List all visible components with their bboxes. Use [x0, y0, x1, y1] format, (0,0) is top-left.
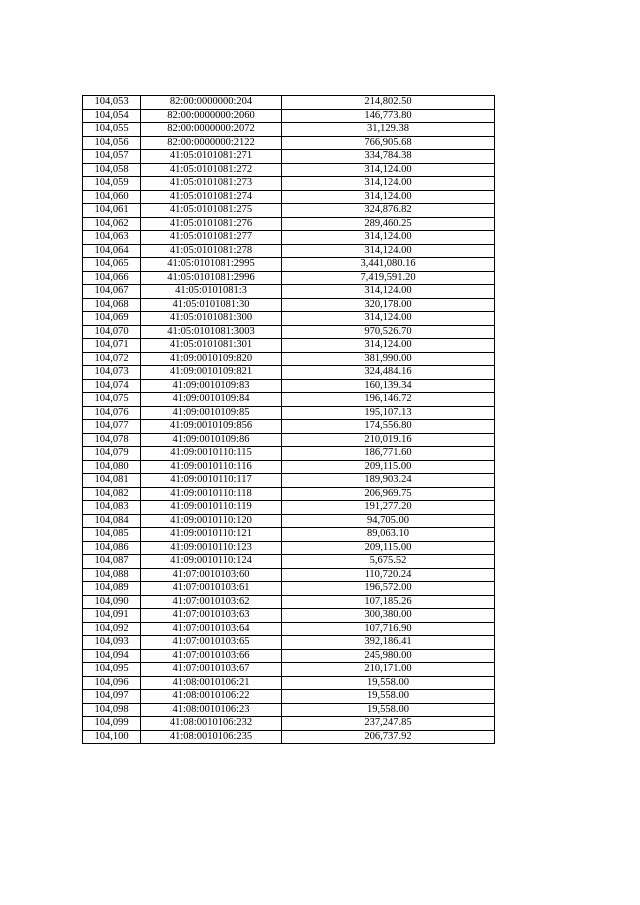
value-cell: 314,124.00 — [282, 190, 495, 204]
cadastral-number-cell: 41:05:0101081:272 — [141, 163, 282, 177]
cadastral-number-cell: 41:07:0010103:66 — [141, 649, 282, 663]
table-row — [83, 636, 495, 650]
value-cell: 314,124.00 — [282, 231, 495, 245]
cadastral-number-cell: 41:05:0101081:3003 — [141, 325, 282, 339]
row-number-cell: 104,064 — [83, 244, 141, 258]
table-row — [83, 406, 495, 420]
value-cell: 314,124.00 — [282, 244, 495, 258]
row-number-cell: 104,097 — [83, 690, 141, 704]
row-number-cell: 104,077 — [83, 420, 141, 434]
value-cell: 320,178.00 — [282, 298, 495, 312]
row-number-cell: 104,053 — [83, 96, 141, 110]
cadastral-number-cell: 41:09:0010109:83 — [141, 379, 282, 393]
row-number-cell: 104,095 — [83, 663, 141, 677]
table-row — [83, 595, 495, 609]
value-cell: 970,526.70 — [282, 325, 495, 339]
row-number-cell: 104,093 — [83, 636, 141, 650]
table-row — [83, 393, 495, 407]
table-row — [83, 555, 495, 569]
table-row — [83, 204, 495, 218]
cadastral-number-cell: 41:07:0010103:60 — [141, 568, 282, 582]
table-row — [83, 231, 495, 245]
cadastral-number-cell: 41:07:0010103:65 — [141, 636, 282, 650]
cadastral-number-cell: 41:09:0010109:820 — [141, 352, 282, 366]
value-cell: 107,716.90 — [282, 622, 495, 636]
cadastral-number-cell: 41:09:0010110:117 — [141, 474, 282, 488]
table-row — [83, 285, 495, 299]
row-number-cell: 104,070 — [83, 325, 141, 339]
table-row — [83, 150, 495, 164]
cadastral-number-cell: 41:05:0101081:276 — [141, 217, 282, 231]
row-number-cell: 104,065 — [83, 258, 141, 272]
cadastral-number-cell: 41:09:0010109:84 — [141, 393, 282, 407]
row-number-cell: 104,086 — [83, 541, 141, 555]
row-number-cell: 104,074 — [83, 379, 141, 393]
table-row — [83, 190, 495, 204]
table-row — [83, 582, 495, 596]
value-cell: 314,124.00 — [282, 285, 495, 299]
value-cell: 314,124.00 — [282, 163, 495, 177]
cadastral-number-cell: 41:08:0010106:21 — [141, 676, 282, 690]
table-row — [83, 325, 495, 339]
cadastral-number-cell: 41:08:0010106:23 — [141, 703, 282, 717]
value-cell: 324,876.82 — [282, 204, 495, 218]
table-row — [83, 217, 495, 231]
row-number-cell: 104,098 — [83, 703, 141, 717]
row-number-cell: 104,079 — [83, 447, 141, 461]
cadastral-number-cell: 41:05:0101081:3 — [141, 285, 282, 299]
value-cell: 7,419,591.20 — [282, 271, 495, 285]
cadastral-number-cell: 41:09:0010110:123 — [141, 541, 282, 555]
table-row — [83, 312, 495, 326]
table-row — [83, 177, 495, 191]
table-row — [83, 379, 495, 393]
table-body — [83, 96, 495, 744]
table-row — [83, 366, 495, 380]
cadastral-number-cell: 41:05:0101081:30 — [141, 298, 282, 312]
value-cell: 174,556.80 — [282, 420, 495, 434]
table-row — [83, 460, 495, 474]
cadastral-number-cell: 41:07:0010103:64 — [141, 622, 282, 636]
cadastral-number-cell: 82:00:0000000:2060 — [141, 109, 282, 123]
cadastral-number-cell: 41:08:0010106:232 — [141, 717, 282, 731]
value-cell: 214,802.50 — [282, 96, 495, 110]
value-cell: 195,107.13 — [282, 406, 495, 420]
cadastral-number-cell: 82:00:0000000:2072 — [141, 123, 282, 137]
value-cell: 314,124.00 — [282, 177, 495, 191]
table-row — [83, 649, 495, 663]
value-cell: 5,675.52 — [282, 555, 495, 569]
cadastral-number-cell: 41:09:0010109:856 — [141, 420, 282, 434]
value-cell: 209,115.00 — [282, 541, 495, 555]
table-row — [83, 298, 495, 312]
row-number-cell: 104,056 — [83, 136, 141, 150]
value-cell: 314,124.00 — [282, 312, 495, 326]
value-cell: 206,969.75 — [282, 487, 495, 501]
row-number-cell: 104,081 — [83, 474, 141, 488]
row-number-cell: 104,087 — [83, 555, 141, 569]
cadastral-number-cell: 41:07:0010103:62 — [141, 595, 282, 609]
cadastral-number-cell: 41:05:0101081:2995 — [141, 258, 282, 272]
cadastral-number-cell: 41:07:0010103:61 — [141, 582, 282, 596]
value-cell: 186,771.60 — [282, 447, 495, 461]
cadastral-number-cell: 41:05:0101081:278 — [141, 244, 282, 258]
cadastral-number-cell: 41:09:0010109:85 — [141, 406, 282, 420]
row-number-cell: 104,069 — [83, 312, 141, 326]
value-cell: 3,441,080.16 — [282, 258, 495, 272]
row-number-cell: 104,057 — [83, 150, 141, 164]
value-cell: 160,139.34 — [282, 379, 495, 393]
cadastral-number-cell: 41:08:0010106:22 — [141, 690, 282, 704]
cadastral-number-cell: 41:05:0101081:271 — [141, 150, 282, 164]
cadastral-number-cell: 82:00:0000000:2122 — [141, 136, 282, 150]
cadastral-number-cell: 82:00:0000000:204 — [141, 96, 282, 110]
table-row — [83, 123, 495, 137]
row-number-cell: 104,084 — [83, 514, 141, 528]
table-row — [83, 717, 495, 731]
cadastral-number-cell: 41:09:0010110:121 — [141, 528, 282, 542]
cadastral-number-cell: 41:07:0010103:63 — [141, 609, 282, 623]
table-row — [83, 663, 495, 677]
value-cell: 19,558.00 — [282, 703, 495, 717]
cadastral-number-cell: 41:08:0010106:235 — [141, 730, 282, 744]
row-number-cell: 104,060 — [83, 190, 141, 204]
value-cell: 381,990.00 — [282, 352, 495, 366]
value-cell: 19,558.00 — [282, 690, 495, 704]
value-cell: 334,784.38 — [282, 150, 495, 164]
row-number-cell: 104,068 — [83, 298, 141, 312]
row-number-cell: 104,072 — [83, 352, 141, 366]
value-cell: 110,720.24 — [282, 568, 495, 582]
row-number-cell: 104,094 — [83, 649, 141, 663]
value-cell: 31,129.38 — [282, 123, 495, 137]
cadastral-number-cell: 41:09:0010109:86 — [141, 433, 282, 447]
table-row — [83, 447, 495, 461]
value-cell: 146,773.80 — [282, 109, 495, 123]
table-row — [83, 501, 495, 515]
value-cell: 766,905.68 — [282, 136, 495, 150]
value-cell: 289,460.25 — [282, 217, 495, 231]
table-row — [83, 258, 495, 272]
cadastral-number-cell: 41:09:0010110:120 — [141, 514, 282, 528]
row-number-cell: 104,083 — [83, 501, 141, 515]
value-cell: 196,572.00 — [282, 582, 495, 596]
cadastral-number-cell: 41:09:0010110:116 — [141, 460, 282, 474]
value-cell: 392,186.41 — [282, 636, 495, 650]
row-number-cell: 104,062 — [83, 217, 141, 231]
value-cell: 89,063.10 — [282, 528, 495, 542]
row-number-cell: 104,100 — [83, 730, 141, 744]
table-row — [83, 244, 495, 258]
row-number-cell: 104,067 — [83, 285, 141, 299]
table-row — [83, 690, 495, 704]
cadastral-number-cell: 41:05:0101081:274 — [141, 190, 282, 204]
table-row — [83, 271, 495, 285]
row-number-cell: 104,092 — [83, 622, 141, 636]
cadastral-number-cell: 41:05:0101081:300 — [141, 312, 282, 326]
value-cell: 19,558.00 — [282, 676, 495, 690]
row-number-cell: 104,078 — [83, 433, 141, 447]
table-row — [83, 339, 495, 353]
cadastral-number-cell: 41:05:0101081:2996 — [141, 271, 282, 285]
row-number-cell: 104,082 — [83, 487, 141, 501]
row-number-cell: 104,058 — [83, 163, 141, 177]
table-row — [83, 676, 495, 690]
row-number-cell: 104,055 — [83, 123, 141, 137]
cadastral-number-cell: 41:09:0010110:119 — [141, 501, 282, 515]
table-row — [83, 730, 495, 744]
value-cell: 206,737.92 — [282, 730, 495, 744]
row-number-cell: 104,061 — [83, 204, 141, 218]
row-number-cell: 104,076 — [83, 406, 141, 420]
row-number-cell: 104,085 — [83, 528, 141, 542]
value-cell: 314,124.00 — [282, 339, 495, 353]
row-number-cell: 104,075 — [83, 393, 141, 407]
value-cell: 245,980.00 — [282, 649, 495, 663]
row-number-cell: 104,066 — [83, 271, 141, 285]
cadastral-number-cell: 41:05:0101081:275 — [141, 204, 282, 218]
value-cell: 191,277.20 — [282, 501, 495, 515]
table-row — [83, 109, 495, 123]
row-number-cell: 104,071 — [83, 339, 141, 353]
row-number-cell: 104,073 — [83, 366, 141, 380]
table-row — [83, 622, 495, 636]
table-row — [83, 433, 495, 447]
table-row — [83, 136, 495, 150]
value-cell: 189,903.24 — [282, 474, 495, 488]
row-number-cell: 104,091 — [83, 609, 141, 623]
value-cell: 300,380.00 — [282, 609, 495, 623]
table-row — [83, 487, 495, 501]
table-row — [83, 352, 495, 366]
row-number-cell: 104,080 — [83, 460, 141, 474]
value-cell: 237,247.85 — [282, 717, 495, 731]
row-number-cell: 104,096 — [83, 676, 141, 690]
value-cell: 210,171.00 — [282, 663, 495, 677]
value-cell: 324,484.16 — [282, 366, 495, 380]
value-cell: 94,705.00 — [282, 514, 495, 528]
cadastral-number-cell: 41:09:0010109:821 — [141, 366, 282, 380]
row-number-cell: 104,063 — [83, 231, 141, 245]
row-number-cell: 104,088 — [83, 568, 141, 582]
table-row — [83, 514, 495, 528]
cadastral-number-cell: 41:05:0101081:301 — [141, 339, 282, 353]
value-cell: 196,146.72 — [282, 393, 495, 407]
table-row — [83, 96, 495, 110]
cadastral-number-cell: 41:05:0101081:273 — [141, 177, 282, 191]
value-cell: 107,185.26 — [282, 595, 495, 609]
table-row — [83, 541, 495, 555]
table-row — [83, 474, 495, 488]
value-cell: 209,115.00 — [282, 460, 495, 474]
cadastral-number-cell: 41:09:0010110:118 — [141, 487, 282, 501]
table-row — [83, 420, 495, 434]
cadastral-number-cell: 41:09:0010110:115 — [141, 447, 282, 461]
row-number-cell: 104,054 — [83, 109, 141, 123]
table-row — [83, 568, 495, 582]
table-row — [83, 163, 495, 177]
cadastral-number-cell: 41:07:0010103:67 — [141, 663, 282, 677]
value-cell: 210,019.16 — [282, 433, 495, 447]
cadastral-number-cell: 41:05:0101081:277 — [141, 231, 282, 245]
data-table — [82, 95, 495, 744]
row-number-cell: 104,099 — [83, 717, 141, 731]
table-row — [83, 703, 495, 717]
row-number-cell: 104,059 — [83, 177, 141, 191]
table-row — [83, 528, 495, 542]
row-number-cell: 104,089 — [83, 582, 141, 596]
row-number-cell: 104,090 — [83, 595, 141, 609]
cadastral-number-cell: 41:09:0010110:124 — [141, 555, 282, 569]
table-row — [83, 609, 495, 623]
